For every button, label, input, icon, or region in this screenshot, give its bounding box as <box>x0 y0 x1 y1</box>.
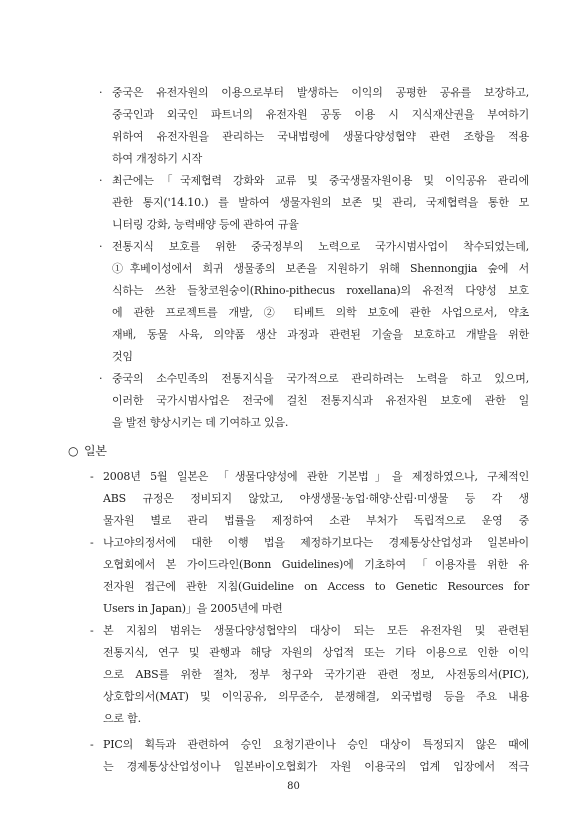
text-line: 으로 함. <box>103 712 141 725</box>
text-line: 나고야의정서에 대한 이행 법을 제정하기보다는 경제통상산업성과 일본바이 <box>103 536 529 549</box>
text-line: 는 경제통상산업성이나 일본바이오협회가 자원 이용국의 업계 입장에서 적극 <box>103 760 529 773</box>
text-line: 본 지침의 범위는 생물다양성협약의 대상이 되는 모든 유전자원 및 관련된 <box>103 624 529 637</box>
text-line: 오협회에서 본 가이드라인(Bonn Guidelines)에 기초하여 「이용자를 위한 유 <box>103 558 529 571</box>
text-line: 관한 통지('14.10.) 를 발하여 생물자원의 보존 및 관리, 국제협력을 통한 모 <box>112 196 529 209</box>
text-line: 재배, 동물 사육, 의약품 생산 과정과 관련된 기술을 보호하고 개발을 위한 <box>112 328 529 341</box>
text-line: 전통지식 보호를 위한 중국정부의 노력으로 국가시범사업이 착수되었는데, <box>112 240 529 253</box>
bullet-marker: · <box>99 86 103 99</box>
text-line: 상호합의서(MAT) 및 이익공유, 의무준수, 분쟁해결, 외국법령 등을 주요 내용 <box>103 690 529 703</box>
text-line: ABS 규정은 정비되지 않았고, 야생생물·농업·해양·산림·미생물 등 각 생 <box>103 492 529 505</box>
text-line: 전통지식, 연구 및 관행과 해당 자원의 상업적 또는 기타 이용으로 인한 이익 <box>103 646 529 659</box>
text-line: 중국은 유전자원의 이용으로부터 발생하는 이익의 공평한 공유를 보장하고, <box>112 86 529 99</box>
text-line: 하여 개정하기 시작 <box>112 152 203 165</box>
dash-marker: - <box>90 738 94 751</box>
dash-marker: - <box>90 470 94 483</box>
text-line: 위하여 유전자원을 관리하는 국내법령에 생물다양성협약 관련 조항을 적용 <box>112 130 529 143</box>
text-line: 전자원 접근에 관한 지침(Guideline on Access to Genetic Resources for <box>103 580 529 593</box>
bullet-marker: · <box>99 240 103 253</box>
bullet-marker: · <box>99 174 103 187</box>
dash-marker: - <box>90 624 94 637</box>
text-line: 중국인과 외국인 파트너의 유전자원 공동 이용 시 지식재산권을 부여하기 <box>112 108 529 121</box>
text-line: 이러한 국가시범사업은 전국에 걸친 전통지식과 유전자원 보호에 관한 일 <box>112 394 529 407</box>
text-line: Users in Japan)」을 2005년에 마련 <box>103 602 283 615</box>
text-line: 최근에는「국제협력 강화와 교류 및 중국생물자원이용 및 이익공유 관리에 <box>112 174 529 187</box>
text-line: 을 발전 향상시키는 데 기여하고 있음. <box>112 416 289 429</box>
dash-marker: - <box>90 536 94 549</box>
text-line: 물자원 별로 관리 법률을 제정하여 소관 부처가 독립적으로 운영 중 <box>103 514 529 527</box>
text-line: ①후베이성에서 희귀 생물종의 보존을 지원하기 위해 Shennongjia 숲에 서 <box>112 262 529 275</box>
circle-bullet-icon: ○ <box>68 444 79 458</box>
section-title: 일본 <box>84 444 107 458</box>
text-line: 중국의 소수민족의 전통지식을 국가적으로 관리하려는 노력을 하고 있으며, <box>112 372 529 385</box>
text-line: 2008년 5월 일본은 「생물다양성에 관한 기본법」을 제정하였으나, 구체적인 <box>103 470 529 483</box>
text-line: 에 관한 프로젝트를 개발, ② 티베트 의학 보호에 관한 사업으로서, 약초 <box>112 306 529 319</box>
text-line: 으로 ABS를 위한 절차, 정부 청구와 국가기관 관련 정보, 사전동의서(PIC), <box>103 668 529 681</box>
page-number: 80 <box>287 781 300 792</box>
bullet-marker: · <box>99 372 103 385</box>
text-line: PIC의 획득과 관련하여 승인 요청기관이나 승인 대상이 특정되지 않은 때에 <box>103 738 529 751</box>
text-line: 것임 <box>112 350 133 363</box>
text-line: 식하는 쓰찬 들창코원숭이(Rhino-pithecus roxellana)의 유전적 다양성 보호 <box>112 284 529 297</box>
text-line: 니터링 강화, 능력배양 등에 관하여 규율 <box>112 218 299 231</box>
